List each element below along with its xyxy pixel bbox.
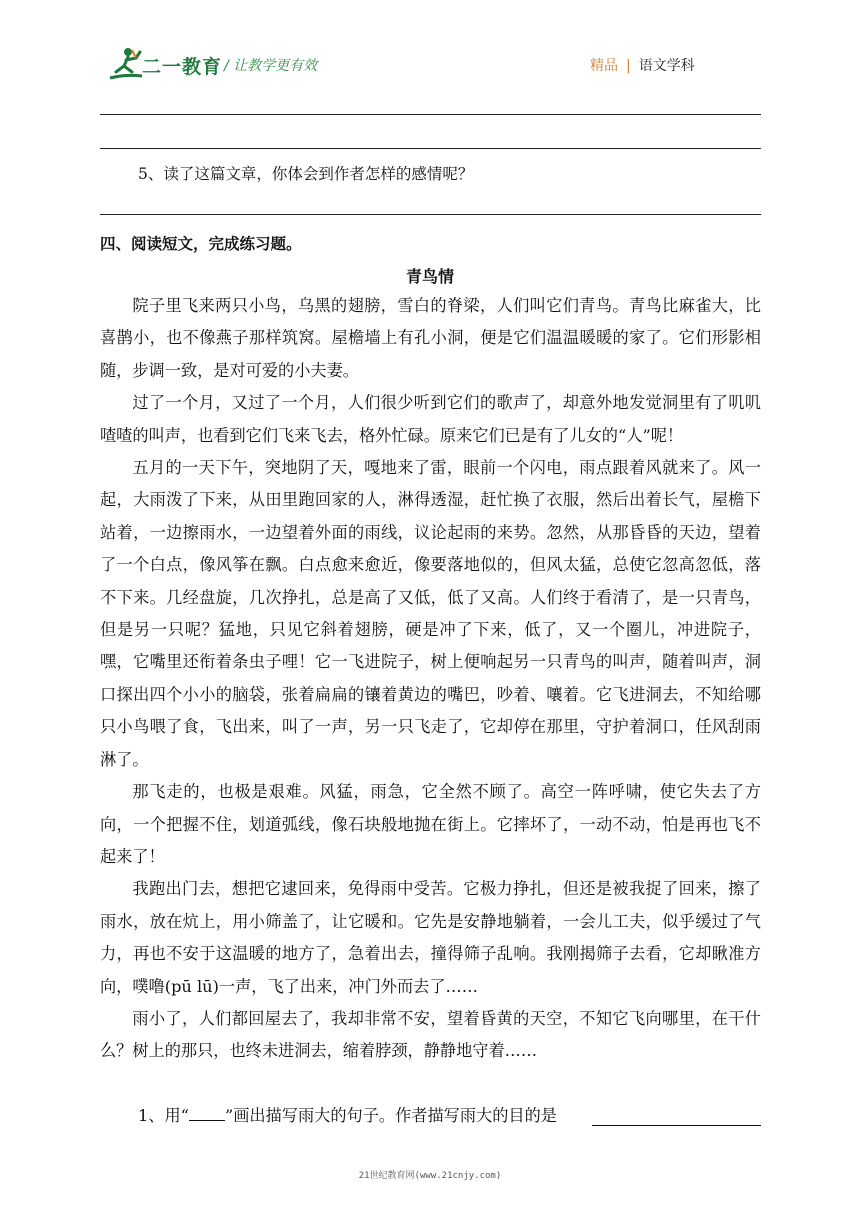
question-5: 5、读了这篇文章，你体会到作者怎样的感情呢？ (138, 165, 474, 183)
answer-line (100, 148, 761, 149)
article-paragraph: 五月的一天下午，突地阴了天，嘎地来了雷，眼前一个闪电，雨点跟着风就来了。风一起，大雨泼了下来，从田里跑回家的人，淋得透湿，赶忙换了衣服，然后出着长气，屋檐下站着，一边擦雨水，一边望着外面的雨线，议论起雨的来势。忽然，从那昏昏的天边，望着了一个白点，像风筝在飘。白点愈来愈近，像要落地似的，但风太猛，总使它忽高忽低，落不下来。几经盘旋，几次挣扎，总是高了又低，低了又高。人们终于看清了，是一只青鸟，但是另一只呢？猛地，只见它斜着翅膀，硬是冲了下来，低了，又一个圈儿，冲进院子，嘿，它嘴里还衔着条虫子哩！它一飞进院子，树上便响起另一只青鸟的叫声，随着叫声，洞口探出四个小小的脑袋，张着扁扁的镶着黄边的嘴巴，吵着、嚷着。它飞进洞去，不知给哪只小鸟喂了食，飞出来，叫了一声，另一只飞走了，它却停在那里，守护着洞口，任风刮雨淋了。 (100, 458, 761, 769)
article-body (100, 290, 761, 1068)
article-paragraph: 过了一个月，又过了一个月，人们很少听到它们的歌声了，却意外地发觉洞里有了叽叽喳喳的叫声，也看到它们飞来飞去，格外忙碌。原来它们已是有了儿女的“人”呢！ (100, 393, 761, 445)
question-1 (138, 1104, 557, 1128)
answer-line (100, 114, 761, 115)
badge-separator: | (626, 58, 631, 74)
question-1-prefix: 1、用“ (138, 1106, 189, 1125)
answer-blank[interactable] (592, 1125, 761, 1126)
underline-sample (189, 1106, 225, 1121)
page-footer: 21世纪教育网(www.21cnjy.com) (358, 1171, 502, 1181)
question-1-suffix: ”画出描写雨大的句子。作者描写雨大的目的是 (224, 1106, 557, 1125)
article-paragraph: 院子里飞来两只小鸟，乌黑的翅膀，雪白的脊梁，人们叫它们青鸟。青鸟比麻雀大，比喜鹊小，也不像燕子那样筑窝。屋檐墙上有孔小洞，便是它们温温暖暖的家了。它们形影相随，步调一致，是对可爱的小夫妻。 (100, 296, 761, 380)
subject-badge (590, 55, 695, 75)
page-header (0, 0, 860, 100)
article-paragraph: 雨小了，人们都回屋去了，我却非常不安，望着昏黄的天空，不知它飞向哪里，在干什么？树上的那只，也终未进洞去，缩着脖颈，静静地守着…… (100, 1008, 761, 1061)
slogan: / 让教学更有效 (224, 58, 318, 74)
badge-subject: 语文学科 (638, 58, 695, 74)
answer-line (100, 214, 761, 215)
logo-text: 二一教育 (142, 56, 223, 78)
article-title: 青鸟情 (405, 267, 454, 286)
badge-premium: 精品 (590, 58, 618, 74)
article-paragraph: 那飞走的，也极是艰难。风猛，雨急，它全然不顾了。高空一阵呼啸，使它失去了方向，一个把握不住，划道弧线，像石块般地抛在街上。它摔坏了，一动不动，怕是再也飞不起来了！ (100, 782, 761, 866)
section-title: 四、阅读短文，完成练习题。 (100, 235, 302, 253)
article-paragraph: 我跑出门去，想把它逮回来，免得雨中受苦。它极力挣扎，但还是被我捉了回来，擦了雨水，放在炕上，用小筛盖了，让它暖和。它先是安静地躺着，一会儿工夫，似乎缓过了气力，再也不安于这温暖的地方了，急着出去，撞得筛子乱响。我刚揭筛子去看，它却瞅准方向，噗噜(pū lū)一声，飞了出来，冲门外而去了…… (100, 879, 761, 996)
